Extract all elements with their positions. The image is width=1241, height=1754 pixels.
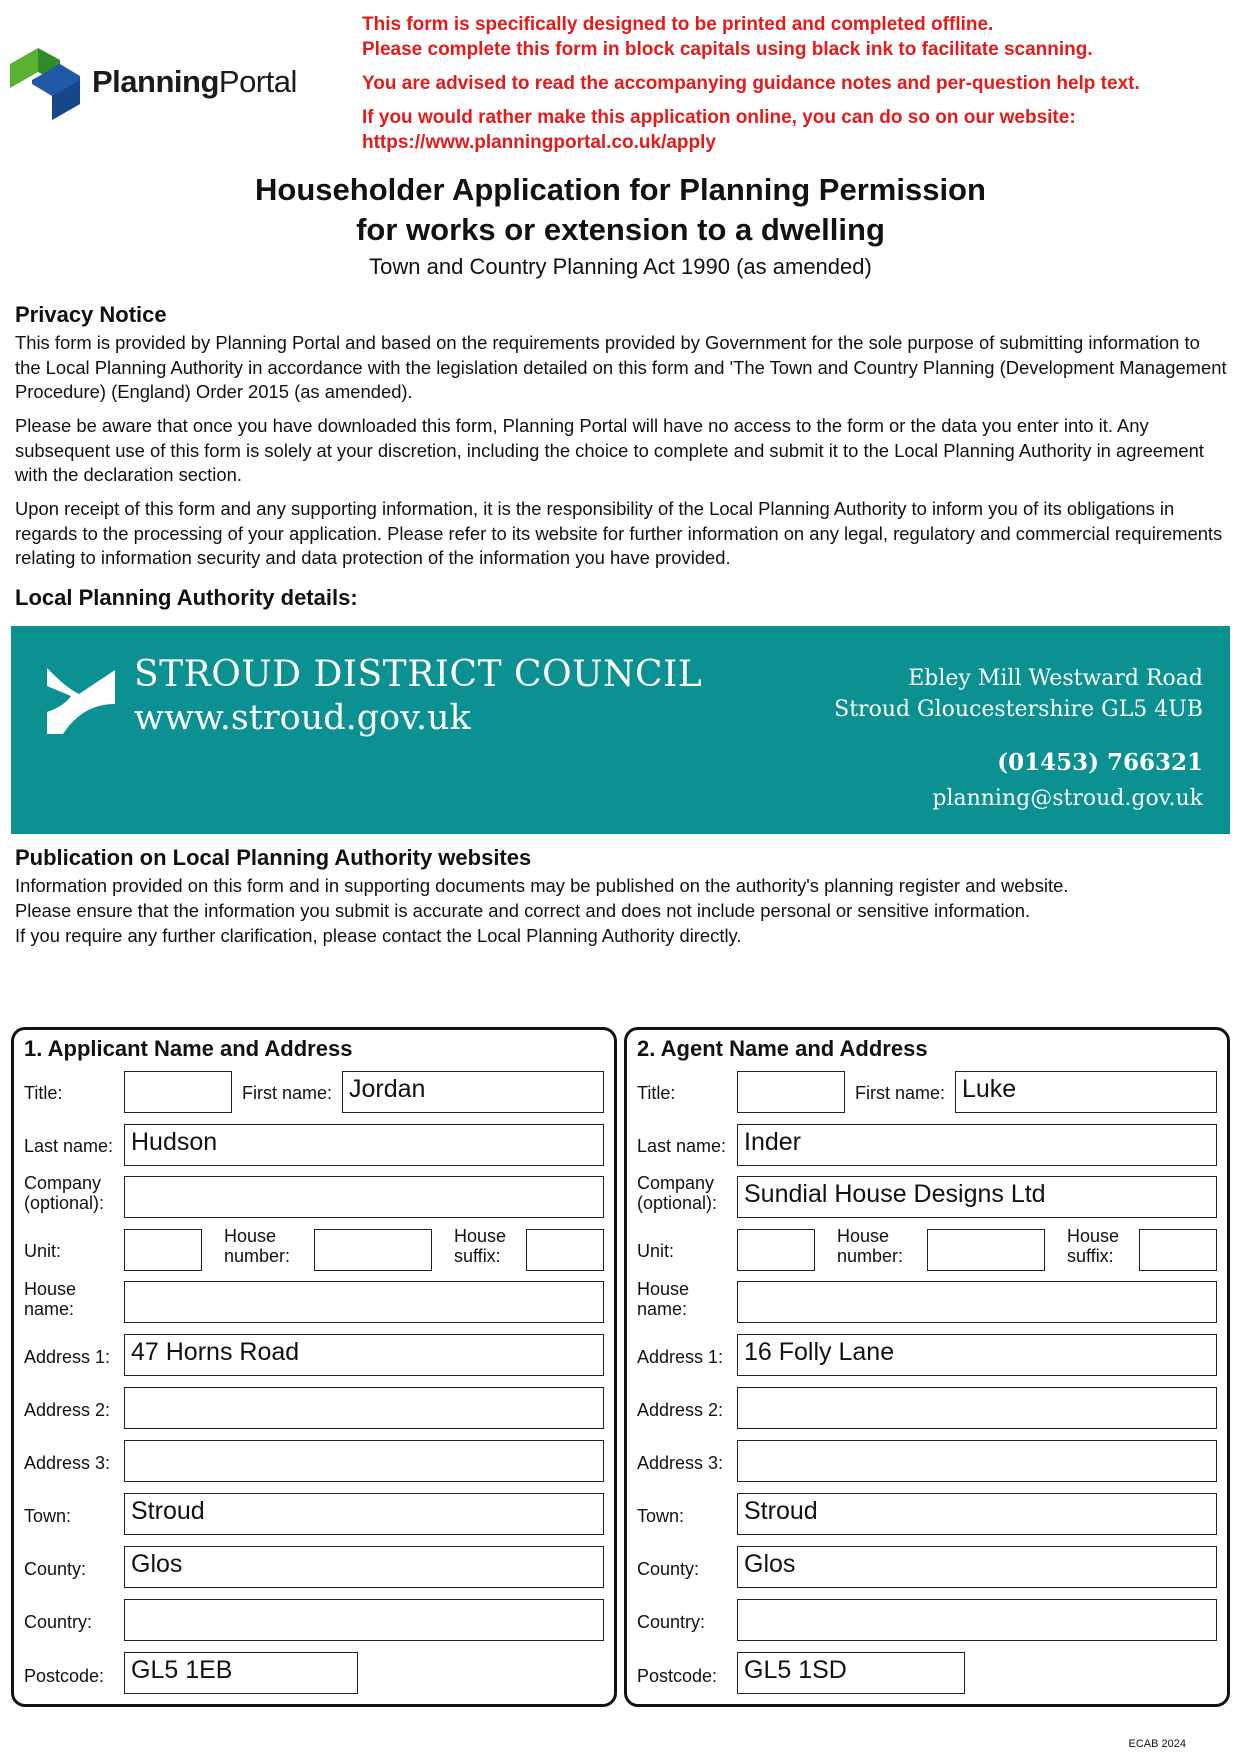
- agent-last-name-field[interactable]: Inder: [737, 1124, 1217, 1166]
- publication-heading: Publication on Local Planning Authority websites: [15, 845, 532, 870]
- privacy-paragraph-3: Upon receipt of this form and any supporting information, it is the responsibility of the Local Planning Authority to inform you of its obligations in regards to the processing of your application. Please refer to its website for further information on any legal, regulatory and commercial requirements relating to information security and data protection of the information you have provided.: [15, 498, 1223, 568]
- planning-portal-logo: [10, 42, 310, 122]
- form-subtitle: Town and Country Planning Act 1990 (as amended): [369, 254, 872, 279]
- council-address-line-1: Ebley Mill Westward Road: [908, 666, 1203, 691]
- applicant-county-field[interactable]: Glos: [124, 1546, 604, 1588]
- applicant-title-field[interactable]: [124, 1071, 232, 1113]
- applicant-house-number-field[interactable]: [314, 1229, 432, 1271]
- last-name-label: Last name:: [637, 1136, 727, 1156]
- address1-label: Address 1:: [637, 1347, 724, 1367]
- house-name-label: House name:: [24, 1279, 77, 1319]
- postcode-label: Postcode:: [24, 1666, 105, 1686]
- county-label: County:: [24, 1559, 87, 1579]
- country-label: Country:: [24, 1612, 93, 1632]
- lpa-heading: Local Planning Authority details:: [15, 585, 358, 610]
- agent-house-name-field[interactable]: [737, 1281, 1217, 1323]
- agent-unit-field[interactable]: [737, 1229, 815, 1271]
- house-number-label: House number:: [224, 1226, 291, 1266]
- unit-label: Unit:: [24, 1241, 62, 1261]
- agent-county-field[interactable]: Glos: [737, 1546, 1217, 1588]
- title-label: Title:: [24, 1083, 63, 1103]
- agent-house-number-field[interactable]: [927, 1229, 1045, 1271]
- address2-label: Address 2:: [637, 1400, 724, 1420]
- applicant-address1-field[interactable]: 47 Horns Road: [124, 1334, 604, 1376]
- house-number-label: House number:: [837, 1226, 904, 1266]
- house-suffix-label: House suffix:: [454, 1226, 507, 1266]
- town-label: Town:: [637, 1506, 685, 1526]
- title-label: Title:: [637, 1083, 676, 1103]
- applicant-house-suffix-field[interactable]: [526, 1229, 604, 1271]
- agent-company-field[interactable]: Sundial House Designs Ltd: [737, 1176, 1217, 1218]
- privacy-heading: Privacy Notice: [15, 302, 167, 327]
- form-title-line-1: Householder Application for Planning Permission: [255, 172, 986, 207]
- address3-label: Address 3:: [24, 1453, 111, 1473]
- council-banner: [11, 626, 1230, 834]
- applicant-house-name-field[interactable]: [124, 1281, 604, 1323]
- agent-section: [624, 1027, 1230, 1707]
- county-label: County:: [637, 1559, 700, 1579]
- logo-text-light: Portal: [218, 64, 297, 99]
- postcode-label: Postcode:: [637, 1666, 718, 1686]
- logo-text-bold: Planning: [92, 64, 219, 99]
- address2-label: Address 2:: [24, 1400, 111, 1420]
- planning-portal-logo-icon: [10, 42, 84, 120]
- town-label: Town:: [24, 1506, 72, 1526]
- company-label: Company (optional):: [637, 1173, 718, 1213]
- applicant-postcode-field[interactable]: GL5 1EB: [124, 1652, 358, 1694]
- company-label: Company (optional):: [24, 1173, 105, 1213]
- council-name: STROUD DISTRICT COUNCIL: [134, 654, 703, 695]
- applicant-address2-field[interactable]: [124, 1387, 604, 1429]
- notice-line: This form is specifically designed to be printed and completed offline. Please complete this form in block capitals using black ink to facilitate scanning.: [362, 14, 1093, 60]
- privacy-paragraph-2: Please be aware that once you have downloaded this form, Planning Portal will have no access to the form or the data you enter into it. Any subsequent use of this form is solely at your discretion, including the choice to complete and submit it to the Local Planning Authority in agreement with the declaration section.: [15, 415, 1204, 485]
- applicant-first-name-field[interactable]: Jordan: [342, 1071, 604, 1113]
- agent-town-field[interactable]: Stroud: [737, 1493, 1217, 1535]
- council-phone: (01453) 766321: [997, 749, 1203, 776]
- form-title-line-2: for works or extension to a dwelling: [356, 212, 885, 247]
- last-name-label: Last name:: [24, 1136, 114, 1156]
- applicant-heading: 1. Applicant Name and Address: [24, 1036, 353, 1061]
- agent-postcode-field[interactable]: GL5 1SD: [737, 1652, 965, 1694]
- applicant-country-field[interactable]: [124, 1599, 604, 1641]
- agent-address3-field[interactable]: [737, 1440, 1217, 1482]
- agent-address2-field[interactable]: [737, 1387, 1217, 1429]
- publication-line-3: If you require any further clarification, please contact the Local Planning Authority directly.: [15, 925, 742, 946]
- stroud-council-logo-icon: [45, 664, 117, 734]
- agent-country-field[interactable]: [737, 1599, 1217, 1641]
- address1-label: Address 1:: [24, 1347, 111, 1367]
- house-name-label: House name:: [637, 1279, 690, 1319]
- agent-first-name-field[interactable]: Luke: [955, 1071, 1217, 1113]
- applicant-address3-field[interactable]: [124, 1440, 604, 1482]
- form-code: ECAB 2024: [1128, 1738, 1186, 1750]
- address3-label: Address 3:: [637, 1453, 724, 1473]
- publication-line-1: Information provided on this form and in supporting documents may be published on the authority's planning register and website.: [15, 875, 1069, 896]
- notice-line: You are advised to read the accompanying guidance notes and per-question help text.: [362, 73, 1140, 94]
- applicant-unit-field[interactable]: [124, 1229, 202, 1271]
- applicant-company-field[interactable]: [124, 1176, 604, 1218]
- publication-line-2: Please ensure that the information you submit is accurate and correct and does not include personal or sensitive information.: [15, 900, 1031, 921]
- privacy-paragraph-1: This form is provided by Planning Portal and based on the requirements provided by Government for the sole purpose of submitting information to the Local Planning Authority in accordance with the legislation detailed on this form and 'The Town and Country Planning (Development Management Procedure) (England) Order 2015 (as amended).: [15, 332, 1227, 402]
- first-name-label: First name:: [855, 1083, 946, 1103]
- applicant-town-field[interactable]: Stroud: [124, 1493, 604, 1535]
- council-email: planning@stroud.gov.uk: [932, 786, 1203, 811]
- agent-house-suffix-field[interactable]: [1139, 1229, 1217, 1271]
- offline-notice: [362, 12, 1222, 164]
- agent-address1-field[interactable]: 16 Folly Lane: [737, 1334, 1217, 1376]
- agent-heading: 2. Agent Name and Address: [637, 1036, 928, 1061]
- unit-label: Unit:: [637, 1241, 675, 1261]
- applicant-last-name-field[interactable]: Hudson: [124, 1124, 604, 1166]
- first-name-label: First name:: [242, 1083, 333, 1103]
- house-suffix-label: House suffix:: [1067, 1226, 1120, 1266]
- applicant-section: [11, 1027, 617, 1707]
- agent-title-field[interactable]: [737, 1071, 845, 1113]
- country-label: Country:: [637, 1612, 706, 1632]
- apply-online-link[interactable]: https://www.planningportal.co.uk/apply: [362, 132, 716, 153]
- council-website: www.stroud.gov.uk: [134, 698, 471, 738]
- council-address-line-2: Stroud Gloucestershire GL5 4UB: [834, 697, 1203, 722]
- notice-line: If you would rather make this application online, you can do so on our website: https://www.planningportal.co.uk/apply: [362, 107, 1076, 153]
